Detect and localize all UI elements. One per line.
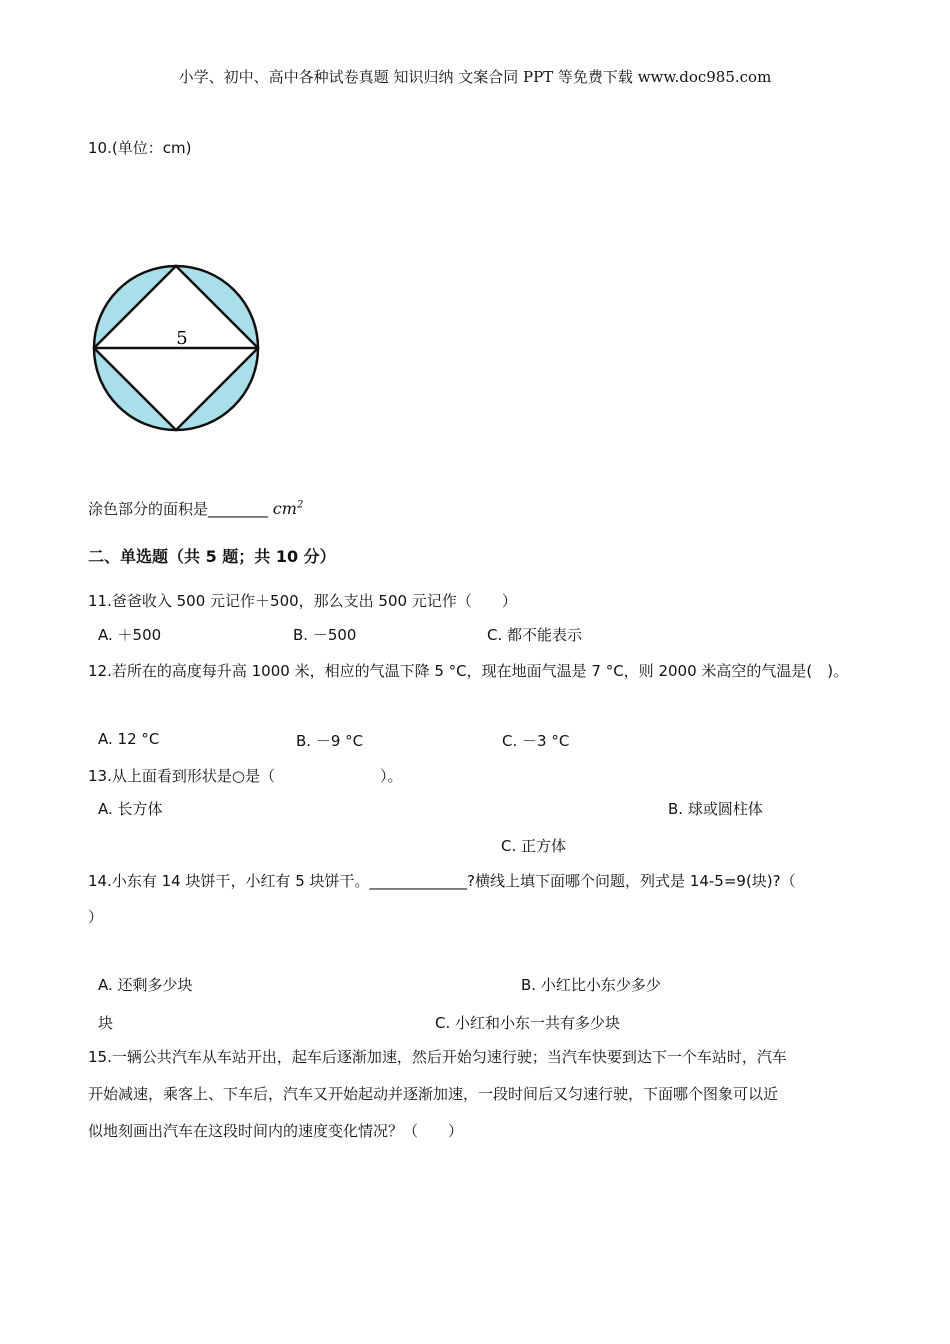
q13-stem: 13.从上面看到形状是○是（ ）。 [88, 767, 403, 785]
q12-option-a[interactable]: A. 12 °C [98, 730, 160, 748]
q15-line2: 开始减速，乘客上、下车后，汽车又开始起动并逐渐加速，一段时间后又匀速行驶，下面哪个图象可以近 [88, 1085, 779, 1103]
q15-line3: 似地刻画出汽车在这段时间内的速度变化情况？（ ） [88, 1122, 464, 1140]
q14-option-b[interactable]: B. 小红比小东少多少 [521, 976, 661, 994]
q14-stem-line2: ） [88, 908, 104, 926]
section-title: 二、单选题（共 5 题；共 10 分） [88, 547, 336, 566]
q12-stem: 12.若所在的高度每升高 1000 米，相应的气温下降 5 °C，现在地面气温是 7 °C，则 2000 米高空的气温是( )。 [88, 662, 849, 680]
q14-option-c[interactable]: C. 小红和小东一共有多少块 [435, 1014, 621, 1032]
page-header: 小学、初中、高中各种试卷真题 知识归纳 文案合同 PPT 等免费下载 www.doc985.com [178, 68, 772, 86]
q11-option-c[interactable]: C. 都不能表示 [487, 626, 583, 644]
q13-option-c[interactable]: C. 正方体 [501, 837, 567, 855]
q15-line1: 15.一辆公共汽车从车站开出，起车后逐渐加速，然后开始匀速行驶；当汽车快要到达下一个车站时，汽车 [88, 1048, 787, 1066]
q10-answer-prefix: 涂色部分的面积是________ [88, 500, 269, 518]
q14-stem-line1: 14.小东有 14 块饼干，小红有 5 块饼干。_____________?横线上填下面哪个问题，列式是 14-5=9(块)?（ [88, 872, 796, 890]
q11-option-b[interactable]: B. －500 [293, 626, 357, 644]
q10-title: 10.(单位：cm) [88, 139, 192, 157]
q10-circle-figure [92, 262, 264, 440]
q10-answer [88, 498, 303, 519]
q13-option-b[interactable]: B. 球或圆柱体 [668, 800, 763, 818]
q11-option-a[interactable]: A. ＋500 [98, 626, 162, 644]
q11-stem: 11.爸爸收入 500 元记作＋500，那么支出 500 元记作（ ） [88, 592, 517, 610]
diameter-label: 5 [176, 328, 188, 349]
q12-option-c[interactable]: C. －3 °C [502, 732, 570, 750]
q14-option-a[interactable]: A. 还剩多少块 [98, 976, 193, 994]
area-unit: $cm^2$ [272, 499, 304, 518]
q12-option-b[interactable]: B. －9 °C [296, 732, 364, 750]
q14-option-b-wrap[interactable]: 块 [98, 1014, 114, 1032]
q13-option-a[interactable]: A. 长方体 [98, 800, 163, 818]
